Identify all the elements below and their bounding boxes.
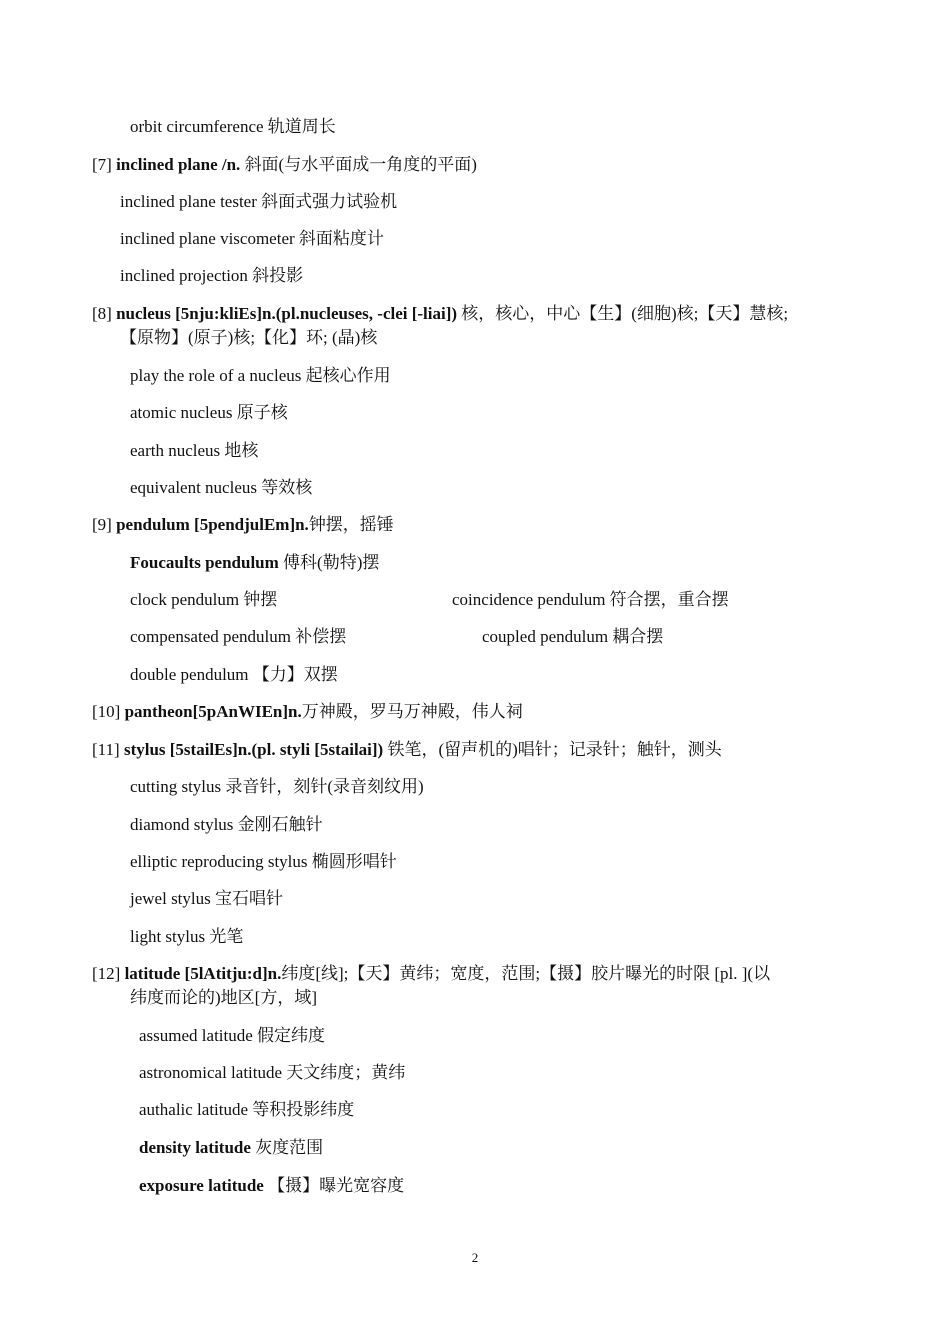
example-definition: 【摄】曝光宽容度 — [263, 1176, 405, 1195]
entry-number: [10] — [92, 702, 125, 721]
example-text: earth nucleus 地核 — [130, 441, 259, 460]
example-text: atomic nucleus 原子核 — [130, 403, 288, 422]
entry-example — [130, 777, 424, 797]
entry-example — [120, 266, 303, 286]
definition: 钟摆，摇锤 — [308, 515, 394, 534]
entry-example — [120, 192, 397, 212]
entry-example — [130, 815, 323, 835]
entry-example — [130, 852, 397, 872]
example-text: compensated pendulum 补偿摆 — [130, 627, 347, 646]
entry-example — [139, 1063, 405, 1083]
entry-number: [12] — [92, 964, 125, 983]
example-text: cutting stylus 录音针，刻针(录音刻纹用) — [130, 777, 424, 796]
entry-example — [130, 366, 391, 386]
definition: 纬度[线];【天】黄纬；宽度，范围;【摄】胶片曝光的时限 [pl. ](以 — [281, 964, 771, 983]
definition: 斜面(与水平面成一角度的平面) — [240, 155, 477, 174]
headword: nucleus [5nju:kliEs]n.(pl.nucleuses, -clei [-liai]) — [116, 304, 458, 323]
example-text: clock pendulum 钟摆 — [130, 590, 278, 609]
headword: inclined plane /n. — [116, 155, 241, 174]
entry-headword-line — [92, 740, 722, 760]
entry-example — [130, 117, 336, 137]
entry-example — [482, 627, 663, 647]
definition: 核，核心，中心【生】(细胞)核;【天】慧核; — [457, 304, 789, 323]
entry-definition-continuation — [120, 328, 377, 348]
entry-example — [139, 1138, 323, 1158]
entry-number: [11] — [92, 740, 124, 759]
definition: 万神殿，罗马万神殿，伟人祠 — [301, 702, 523, 721]
entry-example — [452, 590, 729, 610]
entry-example — [139, 1176, 404, 1196]
example-text: coincidence pendulum 符合摆，重合摆 — [452, 590, 729, 609]
entry-headword-line — [92, 515, 394, 535]
entry-example — [130, 478, 312, 498]
entry-example — [130, 627, 346, 647]
example-text: double pendulum 【力】双摆 — [130, 665, 338, 684]
example-text: coupled pendulum 耦合摆 — [482, 627, 664, 646]
example-term: Foucaults pendulum — [130, 553, 279, 572]
example-text: orbit circumference 轨道周长 — [130, 117, 336, 136]
example-text: inclined plane tester 斜面式强力试验机 — [120, 192, 398, 211]
example-text: equivalent nucleus 等效核 — [130, 478, 313, 497]
example-text: assumed latitude 假定纬度 — [139, 1026, 326, 1045]
entry-example — [130, 665, 338, 685]
entry-definition-continuation — [130, 988, 317, 1008]
headword: latitude [5lAtitju:d]n. — [124, 964, 282, 983]
entry-headword-line — [92, 304, 788, 324]
page-number: 2 — [471, 1250, 479, 1265]
definition: 【原物】(原子)核;【化】环; (晶)核 — [120, 328, 378, 347]
example-text: light stylus 光笔 — [130, 927, 244, 946]
entry-example — [130, 590, 277, 610]
example-text: play the role of a nucleus 起核心作用 — [130, 366, 391, 385]
headword: pantheon[5pAnWIEn]n. — [124, 702, 302, 721]
example-definition: 傅科(勒特)摆 — [278, 553, 380, 572]
entry-headword-line — [92, 155, 477, 175]
example-text: inclined plane viscometer 斜面粘度计 — [120, 229, 384, 248]
entry-number: [7] — [92, 155, 117, 174]
headword: pendulum [5pendjulEm]n. — [116, 515, 309, 534]
entry-example — [130, 403, 288, 423]
entry-example — [120, 229, 384, 249]
example-text: inclined projection 斜投影 — [120, 266, 304, 285]
example-text: astronomical latitude 天文纬度；黄纬 — [139, 1063, 406, 1082]
entry-example — [139, 1026, 325, 1046]
example-definition: 灰度范围 — [250, 1138, 324, 1157]
entry-example — [130, 553, 379, 573]
entry-example — [130, 889, 283, 909]
entry-example — [130, 927, 243, 947]
entry-headword-line — [92, 964, 770, 984]
definition: 铁笔，(留声机的)唱针；记录针；触针，测头 — [383, 740, 722, 759]
entry-headword-line — [92, 702, 523, 722]
example-text: authalic latitude 等积投影纬度 — [139, 1100, 355, 1119]
example-text: jewel stylus 宝石唱针 — [130, 889, 283, 908]
headword: stylus [5stailEs]n.(pl. styli [5stailai]) — [123, 740, 384, 759]
definition: 纬度而论的)地区[方，域] — [130, 988, 317, 1007]
example-text: diamond stylus 金刚石触针 — [130, 815, 323, 834]
entry-example — [130, 441, 258, 461]
entry-number: [8] — [92, 304, 117, 323]
example-term: density latitude — [139, 1138, 251, 1157]
entry-number: [9] — [92, 515, 117, 534]
example-term: exposure latitude — [139, 1176, 264, 1195]
entry-example — [139, 1100, 354, 1120]
example-text: elliptic reproducing stylus 椭圆形唱针 — [130, 852, 397, 871]
